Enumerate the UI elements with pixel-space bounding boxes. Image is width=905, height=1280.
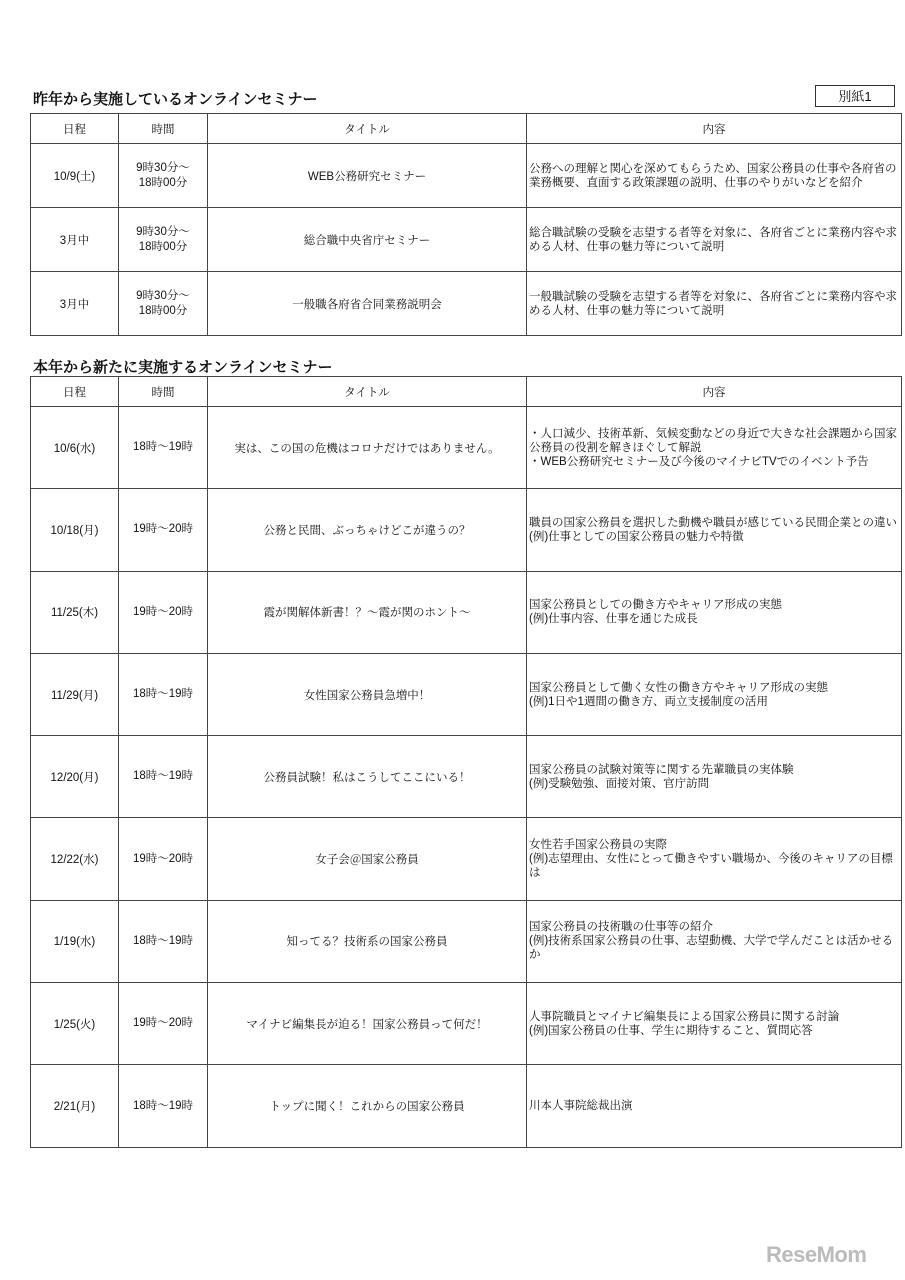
row-title: 女子会＠国家公務員 — [208, 818, 527, 900]
row-content: 人事院職員とマイナビ編集長による国家公務員に関する討論 (例)国家公務員の仕事、学生に期待すること、質問応答 — [527, 983, 902, 1065]
row-title: マイナビ編集長が迫る！国家公務員って何だ！ — [208, 983, 527, 1065]
resemom-logo: ReseMom — [766, 1242, 867, 1267]
header-content: 内容 — [527, 114, 902, 144]
row-date: 10/18(月) — [31, 489, 119, 571]
row-time: 18時～19時 — [119, 407, 208, 489]
header-date: 日程 — [31, 114, 119, 144]
row-date: 2/21(月) — [31, 1065, 119, 1147]
row-date: 1/25(火) — [31, 983, 119, 1065]
header-time: 時間 — [119, 114, 208, 144]
section2-title: 本年から新たに実施するオンラインセミナー — [33, 359, 333, 376]
table-header-row — [31, 377, 902, 407]
table-row — [31, 736, 902, 818]
row-date: 10/9(土) — [31, 144, 119, 208]
new-seminars-table — [30, 376, 902, 1148]
row-content: 国家公務員としての働き方やキャリア形成の実態 (例)仕事内容、仕事を通じた成長 — [527, 571, 902, 653]
row-date: 11/25(木) — [31, 571, 119, 653]
row-content: 川本人事院総裁出演 — [527, 1065, 902, 1147]
row-title: 公務員試験！私はこうしてここにいる！ — [208, 736, 527, 818]
table-row — [31, 983, 902, 1065]
row-time: 9時30分～ 18時00分 — [119, 144, 208, 208]
row-title: 霞が関解体新書！？～霞が関のホント～ — [208, 571, 527, 653]
row-content: 女性若手国家公務員の実際 (例)志望理由、女性にとって働きやすい職場か、今後のキャリアの目標は — [527, 818, 902, 900]
section1-title: 昨年から実施しているオンラインセミナー — [33, 91, 318, 108]
header-date: 日程 — [31, 377, 119, 407]
past-seminars-table — [30, 113, 902, 336]
row-title: 知ってる？技術系の国家公務員 — [208, 900, 527, 982]
row-content: 一般職試験の受験を志望する者等を対象に、各府省ごとに業務内容や求める人材、仕事の魅力等について説明 — [527, 272, 902, 336]
table-row — [31, 571, 902, 653]
row-time: 9時30分～ 18時00分 — [119, 272, 208, 336]
row-time: 9時30分～ 18時00分 — [119, 208, 208, 272]
row-time: 19時～20時 — [119, 489, 208, 571]
row-title: トップに聞く！これからの国家公務員 — [208, 1065, 527, 1147]
annex-label: 別紙1 — [815, 85, 895, 107]
table-row — [31, 818, 902, 900]
header-time: 時間 — [119, 377, 208, 407]
row-date: 10/6(水) — [31, 407, 119, 489]
row-time: 19時～20時 — [119, 571, 208, 653]
row-title: WEB公務研究セミナー — [208, 144, 527, 208]
header-content: 内容 — [527, 377, 902, 407]
row-content: 職員の国家公務員を選択した動機や職員が感じている民間企業との違い (例)仕事としての国家公務員の魅力や特徴 — [527, 489, 902, 571]
row-title: 公務と民間、ぶっちゃけどこが違うの？ — [208, 489, 527, 571]
row-title: 実は、この国の危機はコロナだけではありません。 — [208, 407, 527, 489]
table-row — [31, 407, 902, 489]
row-date: 3月中 — [31, 272, 119, 336]
row-date: 12/22(水) — [31, 818, 119, 900]
table-row — [31, 144, 902, 208]
row-time: 19時～20時 — [119, 983, 208, 1065]
row-content: 国家公務員の技術職の仕事等の紹介 (例)技術系国家公務員の仕事、志望動機、大学で学んだことは活かせるか — [527, 900, 902, 982]
table-row — [31, 208, 902, 272]
table-row — [31, 900, 902, 982]
header-title: タイトル — [208, 114, 527, 144]
row-time: 19時～20時 — [119, 818, 208, 900]
row-content: ・人口減少、技術革新、気候変動などの身近で大きな社会課題から国家公務員の役割を解きほぐして解説 ・WEB公務研究セミナー及び今後のマイナビTVでのイベント予告 — [527, 407, 902, 489]
row-title: 一般職各府省合同業務説明会 — [208, 272, 527, 336]
row-time: 18時～19時 — [119, 653, 208, 735]
row-date: 1/19(水) — [31, 900, 119, 982]
header-title: タイトル — [208, 377, 527, 407]
row-time: 18時～19時 — [119, 736, 208, 818]
row-time: 18時～19時 — [119, 1065, 208, 1147]
row-date: 12/20(月) — [31, 736, 119, 818]
row-content: 公務への理解と関心を深めてもらうため、国家公務員の仕事や各府省の業務概要、直面する政策課題の説明、仕事のやりがいなどを紹介 — [527, 144, 902, 208]
table-row — [31, 653, 902, 735]
table-row — [31, 489, 902, 571]
row-title: 女性国家公務員急増中！ — [208, 653, 527, 735]
row-content: 国家公務員として働く女性の働き方やキャリア形成の実態 (例)1日や1週間の働き方、両立支援制度の活用 — [527, 653, 902, 735]
table-row — [31, 272, 902, 336]
table-header-row — [31, 114, 902, 144]
row-time: 18時～19時 — [119, 900, 208, 982]
row-title: 総合職中央省庁セミナー — [208, 208, 527, 272]
row-content: 総合職試験の受験を志望する者等を対象に、各府省ごとに業務内容や求める人材、仕事の魅力等について説明 — [527, 208, 902, 272]
row-date: 11/29(月) — [31, 653, 119, 735]
table-row — [31, 1065, 902, 1147]
row-content: 国家公務員の試験対策等に関する先輩職員の実体験 (例)受験勉強、面接対策、官庁訪問 — [527, 736, 902, 818]
row-date: 3月中 — [31, 208, 119, 272]
